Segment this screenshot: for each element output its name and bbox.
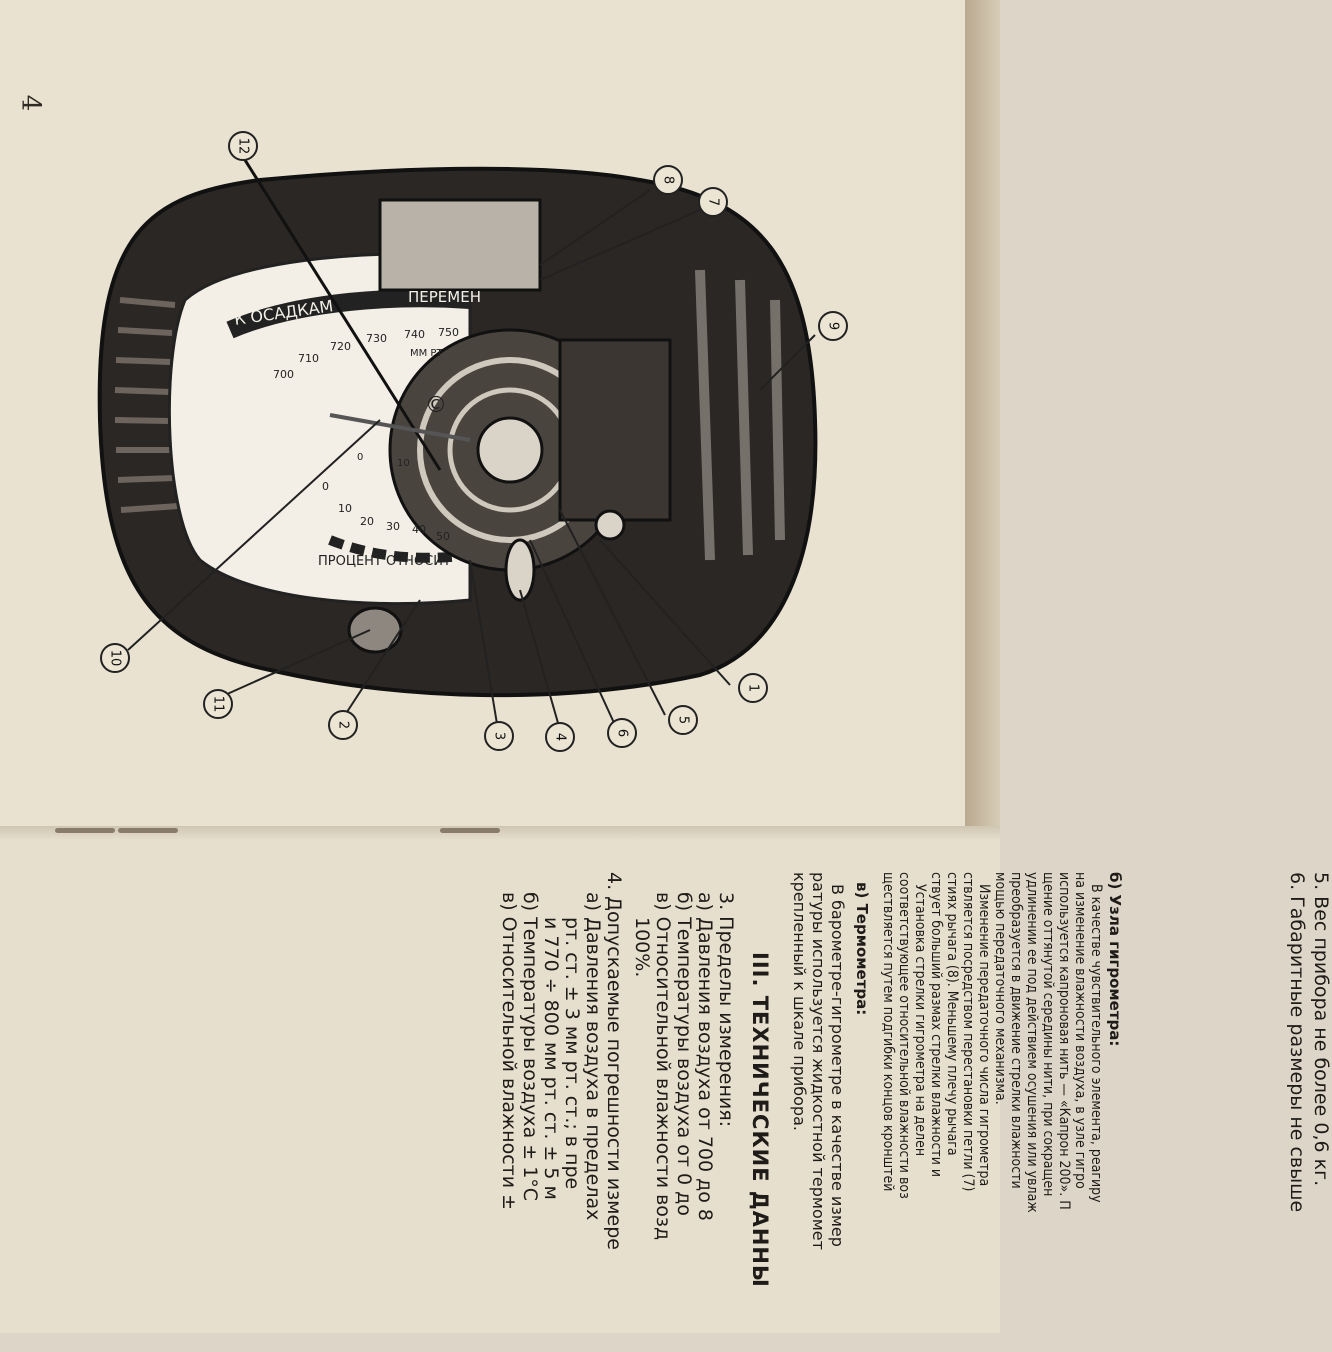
thermometer-heading: в) Термометра: [853, 882, 871, 1016]
hygrometer-line: Изменение передаточного числа гигрометра [976, 884, 992, 1187]
humidity-tick-10: 10 [338, 502, 352, 515]
thermometer-line: крепленный к шкале прибора. [790, 872, 809, 1131]
hygrometer-line: ствляется посредством перестановки петли (7) [960, 872, 976, 1192]
hygrometer-heading: б) Узла гигрометра: [1106, 872, 1124, 1047]
page-text [495, 872, 1125, 1352]
humidity-tick-20: 20 [360, 515, 374, 528]
callout-3: 3 [491, 731, 507, 741]
temperature-tick-0: 0 [357, 452, 364, 463]
humidity-tick-40: 40 [412, 523, 426, 536]
pressure-tick-700: 700 [273, 368, 294, 381]
callout-6: 6 [614, 728, 630, 738]
limits-line: 3. Пределы измерения: [715, 892, 737, 1128]
callout-9: 9 [825, 321, 841, 331]
hygrometer-line: ствует больший размах стрелки влажности и [928, 872, 944, 1178]
humidity-tick-30: 30 [386, 520, 400, 533]
humidity-tick-0: 0 [322, 480, 329, 493]
change-label: ПЕРЕМЕН [408, 288, 481, 306]
hygrometer-line: используется капроновая нить — «Капрон 200». П [1056, 872, 1072, 1210]
pressure-unit: ММ РТ [410, 348, 443, 359]
page-number: 4 [15, 94, 46, 112]
humidity-tick-50: 50 [436, 530, 450, 543]
errors-line: 4. Допускаемые погрешности измере [603, 872, 625, 1250]
callout-11: 11 [210, 695, 226, 713]
pressure-tick-720: 720 [330, 340, 351, 353]
pressure-tick-730: 730 [366, 332, 387, 345]
callout-10: 10 [107, 649, 123, 667]
pressure-tick-710: 710 [298, 352, 319, 365]
hygrometer-line: на изменение влажности воздуха, в узле гигро [1072, 872, 1088, 1189]
humidity-label: ПРОЦЕНТ ОТНОСИТ [318, 554, 451, 569]
callout-4: 4 [552, 732, 568, 742]
errors-line: в) Относительной влажности ± [498, 892, 520, 1211]
callout-2: 2 [335, 720, 351, 730]
hygrometer-line: соответствующее относительной влажности воз [896, 872, 912, 1199]
limits-line: а) Давления воздуха от 700 до 8 [694, 892, 716, 1222]
errors-line: и 770 ÷ 800 мм рт. ст. ± 5 м [540, 917, 562, 1200]
callout-1: 1 [745, 683, 761, 693]
callout-5: 5 [675, 715, 691, 725]
callout-12: 12 [235, 137, 251, 155]
hygrometer-line: преобразуется в движение стрелки влажности [1008, 872, 1024, 1189]
limits-line: 100%. [631, 917, 653, 978]
hygrometer-line: Установка стрелки гигрометра на делен [912, 884, 928, 1157]
errors-line: а) Давления воздуха в пределах [582, 892, 604, 1221]
limits-line: в) Относительной влажности возд [652, 892, 674, 1241]
hygrometer-line: стиях рычага (8). Меньшему плечу рычага [944, 872, 960, 1156]
pressure-tick-750: 750 [438, 326, 459, 339]
thermometer-line: В барометре-гигрометре в качестве измер [828, 884, 847, 1247]
device-illustration [0, 0, 1000, 835]
hygrometer-line: мощью передаточного механизма. [992, 872, 1008, 1105]
errors-line: б) Температуры воздуха ± 1°C [519, 892, 541, 1202]
temperature-tick-10: 10 [397, 458, 410, 469]
copyright-mark: © [425, 393, 447, 418]
errors-line: рт. ст. ± 3 мм рт. ст.; в пре [561, 917, 583, 1190]
callout-7: 7 [705, 197, 721, 207]
hygrometer-line: В качестве чувствительного элемента, реагиру [1088, 884, 1104, 1203]
adjust-knob [349, 608, 401, 652]
section-heading: III. ТЕХНИЧЕСКИЕ ДАННЫ [748, 952, 772, 1288]
limits-line: б) Температуры воздуха от 0 до [673, 892, 695, 1216]
hygrometer-line: удлинении ее под действием осушения или увлаж [1024, 872, 1040, 1213]
hygrometer-line: щение оттянутой середины нити, при сокращен [1040, 872, 1056, 1197]
precipitation-label: К ОСАДКАМ [232, 296, 335, 329]
thermometer-line: ратуры используется жидкостной термомет [809, 872, 828, 1250]
callout-8: 8 [660, 175, 676, 185]
pressure-tick-740: 740 [404, 328, 425, 341]
hygrometer-line: ществляется путем подгибки концов кронштей [880, 872, 896, 1192]
weight-line: 5. Вес прибора не более 0,6 кг. [1310, 872, 1332, 1187]
dimensions-line: 6. Габаритные размеры не свыше [1286, 872, 1308, 1213]
